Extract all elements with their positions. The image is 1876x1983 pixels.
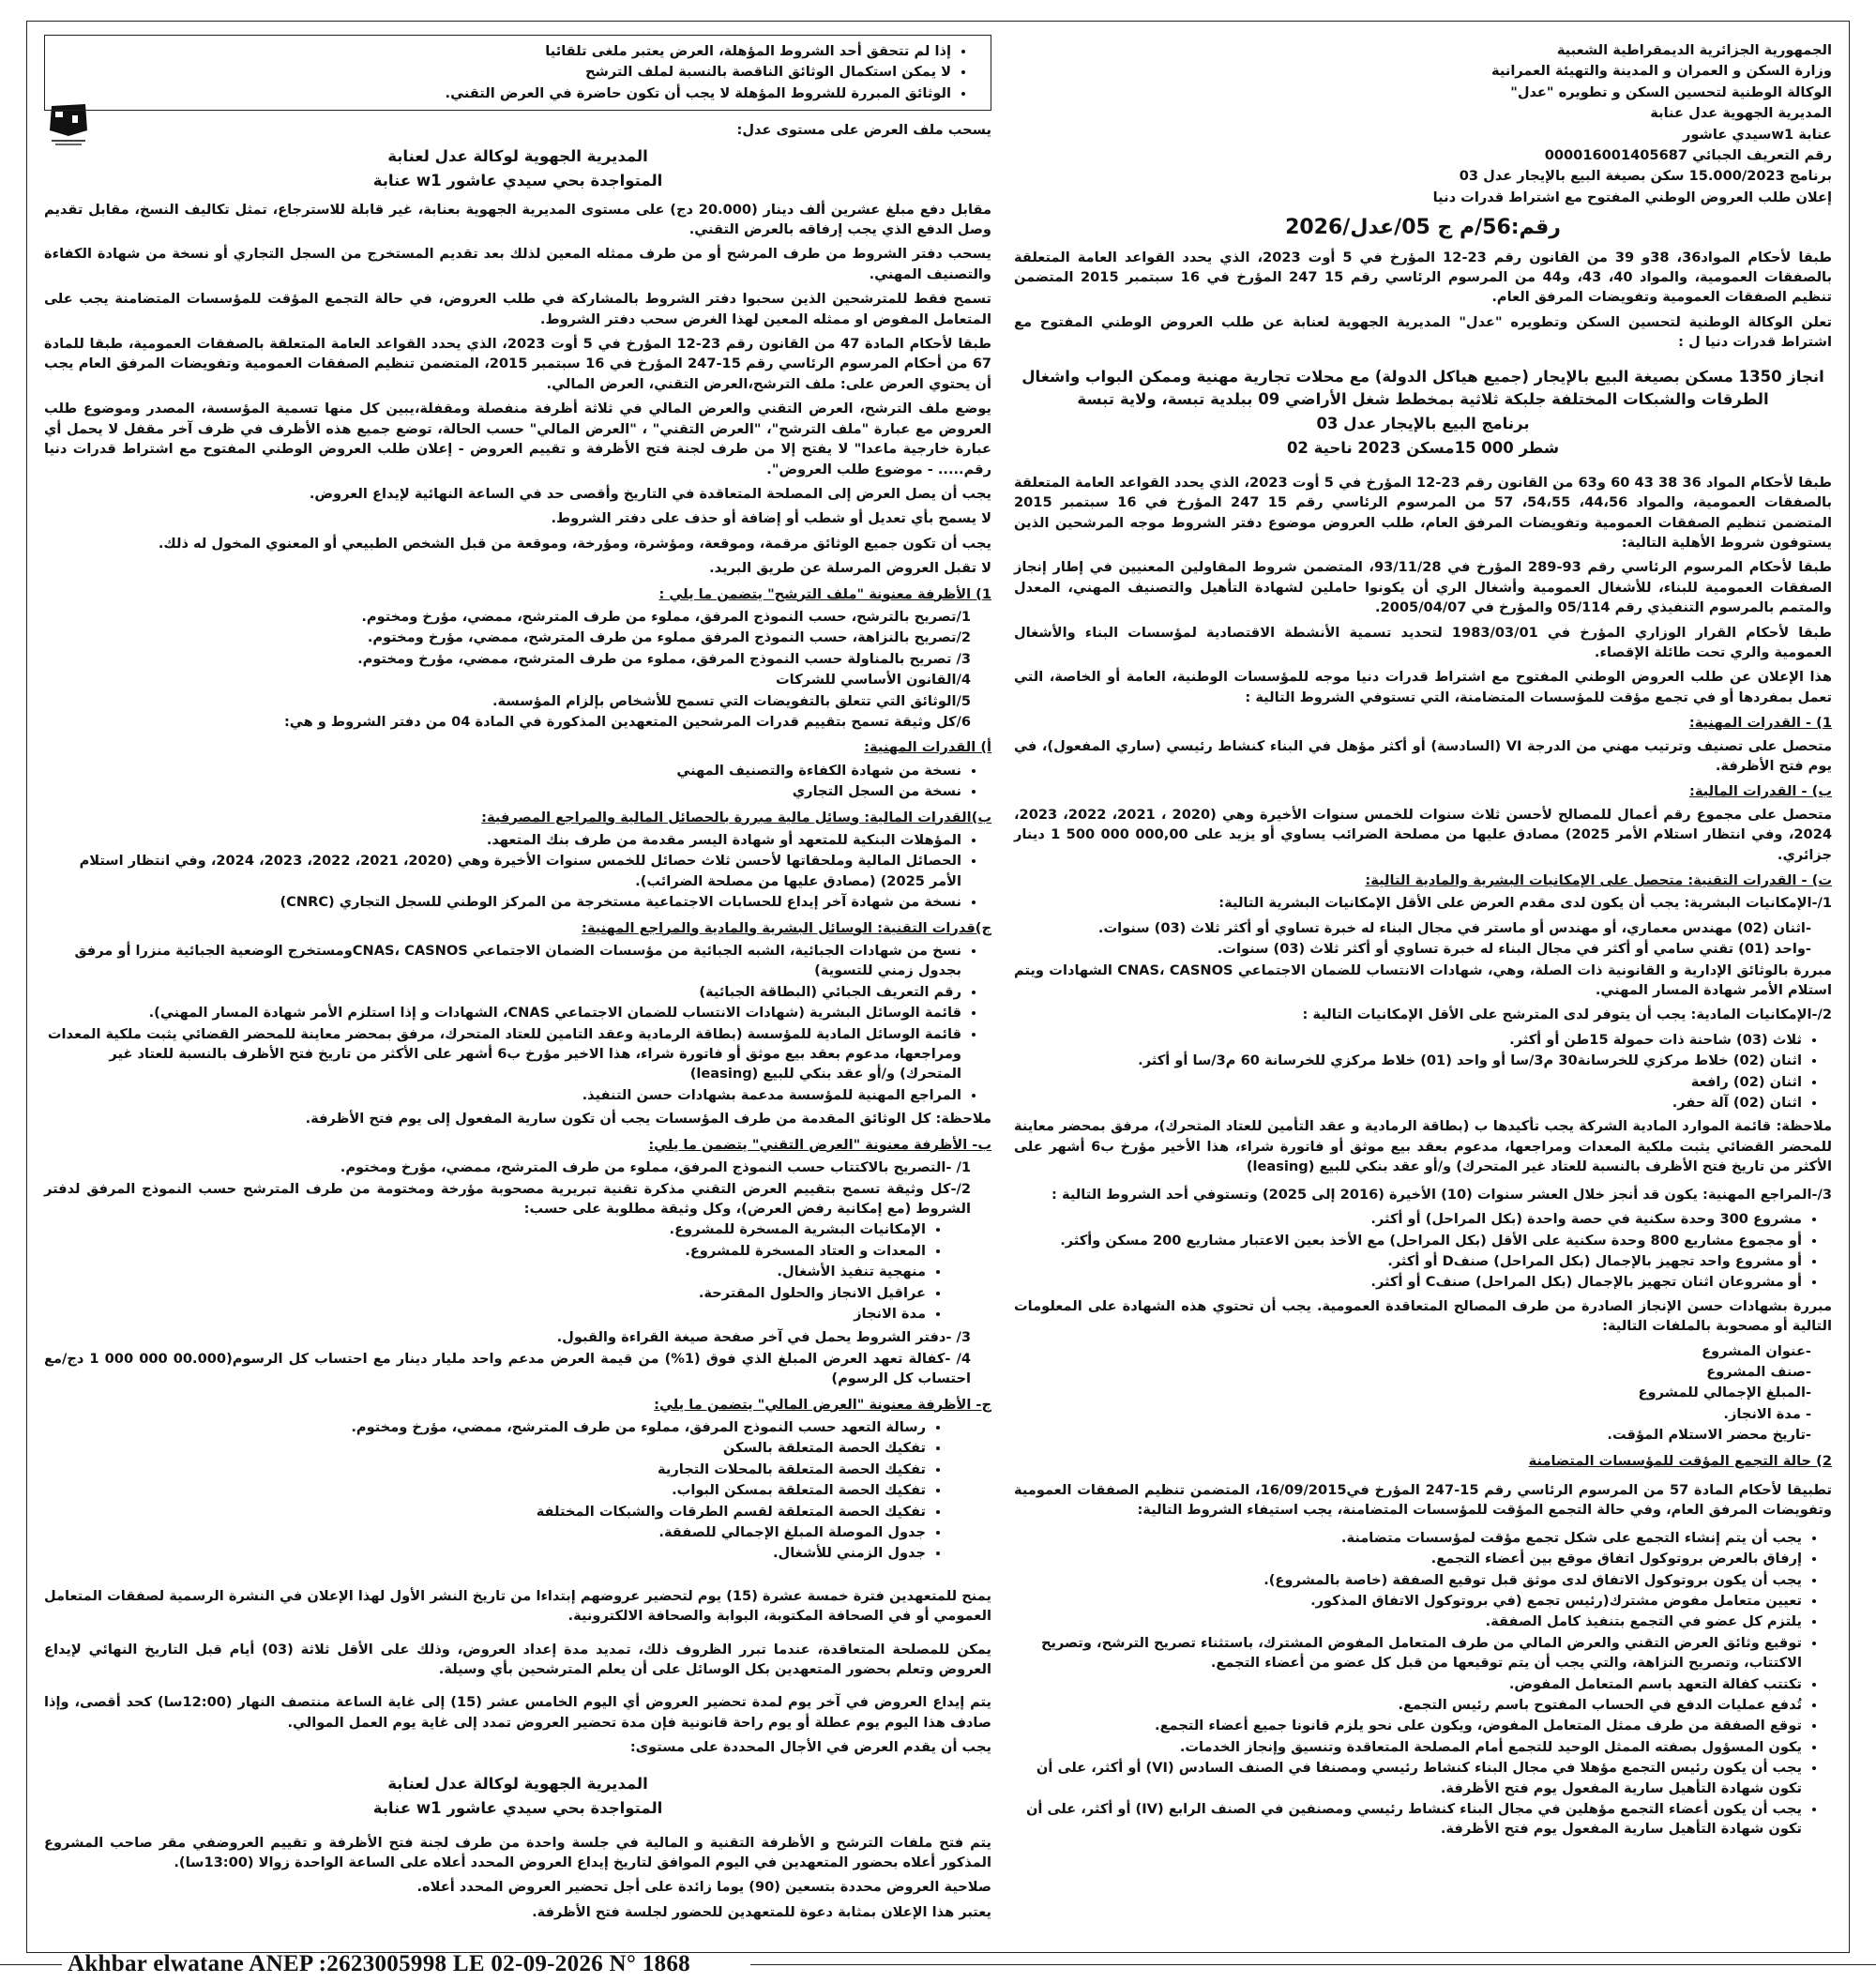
paragraph: هذا الإعلان عن طلب العروض الوطني المفتوح مع اشتراط قدرات دنيا موجه للمؤسسات الوطنية، العامة أو الخاصة، التي تعمل بمفردها أو في تجمع مؤقت للمؤسسات المتضامنة، التي تستوفي الشروط التالية : <box>1014 669 1832 705</box>
list-item: • يجب أن يتم إنشاء التجمع على شكل تجمع مؤقت لمؤسسات متضامنة. <box>1014 1528 1802 1548</box>
list-item: • نسخة من شهادة الكفاءة والتصنيف المهني <box>44 761 961 780</box>
section-title: ت) - القدرات التقنية: متحصل على الإمكانيات البشرية والمادية التالية: <box>1365 872 1832 888</box>
list-item: • أو مشروع واحد تجهيز بالإجمال (بكل المراحل) صنفD أو أكثر. <box>1014 1251 1802 1271</box>
offer-sub-list <box>44 1219 991 1324</box>
list-item: • عراقيل الانجاز والحلول المقترحة. <box>44 1283 926 1303</box>
section-title: 1) - القدرات المهنية: <box>1688 715 1832 732</box>
list-item: 5/الوثائق التي تتعلق بالتفويضات التي تسمح للأشخاص بإلزام المؤسسة. <box>492 692 971 709</box>
header-line: برنامج 15.000/2023 سكن بصيغة البيع بالإيجار عدل 03 <box>1459 168 1832 185</box>
paragraph: مقابل دفع مبلغ عشرين ألف دينار (20.000 دج) على مستوى المديرية الجهوية بعنابة، غير قابلة للاسترجاع، تمثل تكاليف النسخ، مقابل تقديم وصل الدفع الذي يجب إرفاقه بالعرض التقني. <box>44 201 991 238</box>
project-title: انجاز 1350 مسكن بصيغة البيع بالإيجار (جميع هياكل الدولة) مع محلات تجارية مهنية وممكن البواب واشغال الطرقات والشبكات المختلفة جلبكة ثلاثية بمخطط شغل الأراضي 09 ببلدية تبسة، ولاية تبسة <box>1021 367 1824 408</box>
office-address: المتواجدة بحي سيدي عاشور w1 عنابة <box>372 171 663 189</box>
reference-number: رقم:56/م ج 05/عدل/2026 <box>1285 216 1561 240</box>
paragraph: متحصل على مجموع رقم أعمال للمصالح لأحسن ثلاث سنوات للخمس سنوات الأخيرة وهي (2020 ، 2021، 2022، 2023، 2024، وفي انتظار استلام الأمر 2025) مصادق عليها من مصلحة الضرائب يساوي أو يزيد على 000,00 000 500 1 دينار جزائري. <box>1014 806 1833 863</box>
prof-list <box>44 761 991 802</box>
list-item: • إرفاق بالعرض بروتوكول اتفاق موقع بين أعضاء التجمع. <box>1014 1549 1802 1568</box>
paragraph: 2/-الإمكانيات المادية: يجب أن يتوفر لدى المترشح على الأقل الإمكانيات التالية : <box>1302 1007 1832 1023</box>
list-item: • رسالة التعهد حسب النموذج المرفق، مملوء من طرف المترشح، ممضي، مؤرخ ومختوم. <box>44 1417 926 1437</box>
list-item: • تكتتب كفالة التعهد باسم المتعامل المفوض. <box>1014 1674 1802 1694</box>
paragraph: ملاحظة: قائمة الموارد المادية الشركة يجب تأكيدها ب (بطاقة الرمادية و عقد التأمين للعتاد المتحرك)، مرفق بمحضر معاينة للمحضر القضائي يثبت ملكية المعدات ومراجعها، مدعوم بعقد بيع موثق أو فاتورة شراء، هذا الأخير مؤرخ ب6 أشهر على الأكثر من تاريخ فتح الأظرف بالنسبة للعتاد غير المتحرك) و/أو عقد بنكي للبيع (leasing) <box>1014 1118 1832 1175</box>
section-title: ب)القدرات المالية: وسائل مالية مبررة بالحصائل المالية والمراجع المصرفية: <box>481 809 991 825</box>
paragraph: متحصل على تصنيف وترتيب مهني من الدرجة VI (السادسة) أو أكثر مؤهل في البناء كنشاط رئيسي (ساري المفعول)، في يوم فتح الأظرفة. <box>1014 737 1832 774</box>
list-item: • ثلاث (03) شاحنة ذات حمولة 15طن أو أكثر. <box>1014 1030 1802 1050</box>
paragraph: طبقا لأحكام المادة 47 من القانون رقم 23-12 المؤرخ في 5 أوت 2023، الذي يحدد القواعد العامة المتعلقة بالصفقات العمومية، طبقا للمادة 67 من أحكام المرسوم الرئاسي رقم 15-247 المؤرخ في 16 سبتمبر 2015، المتضمن تنظيم الصفقات العمومية وتفويضات المرفق العام يجب أن يحتوي العرض على: ملف الترشح،العرض التقني، العرض المالي. <box>44 336 992 392</box>
footer-rule-right <box>750 1964 1876 1965</box>
paragraph: صلاحية العروض محددة بتسعين (90) يوما زائدة على أجل تحضير العروض المحدد أعلاه. <box>416 1879 991 1896</box>
list-item: • توقيع وثائق العرض التقني والعرض المالي من طرف المتعامل المفوض المشترك، باستثناء تصريح الترشح، وتصريح الاكتتاب، وتصريح النزاهة، والتي يجب أن يتم توقيعها من قبل كل عضو من أعضاء التجمع. <box>1014 1633 1802 1673</box>
paragraph: ملاحظة: كل الوثائق المقدمة من طرف المؤسسات يجب أن تكون سارية المفعول إلى يوم فتح الأظرفة. <box>305 1111 991 1128</box>
paragraph: 1/-الإمكانيات البشرية: يجب أن يكون لدى مقدم العرض على الأقل الإمكانيات البشرية التالية: <box>1218 895 1832 912</box>
paragraph: يسحب ملف العرض على مستوى عدل: <box>736 122 991 139</box>
list-item: -واحد (01) تقني سامي أو أكثر في مجال البناء له خبرة تساوي أو أكثر ثلاث (03) سنوات. <box>1217 941 1811 958</box>
list-item: 4/ -كفالة تعهد العرض المبلغ الذي فوق (1%) من قيمة العرض مدعم واحد مليار دينار مع احتساب كل الرسوم(00.000 000 000 1 دج/مع احتساب كل الرسوم) <box>44 1350 971 1387</box>
paragraph: يمنح للمتعهدين فترة خمسة عشرة (15) يوم لتحضير عروضهم إبتداءا من تاريخ النشر الأول لهذا الإعلان في النشرة الرسمية لصفقات المتعامل العمومي أو في الصحافة المكتوبة، البوابة والصحافة الالكترونية. <box>44 1587 991 1625</box>
paragraph: تعلن الوكالة الوطنية لتحسين السكن وتطويره "عدل" المديرية الجهوية لعنابة عن طلب العروض الوطني المفتوح مع اشتراط قدرات دنيا ل : <box>1014 313 1832 351</box>
list-item: • رقم التعريف الجبائي (البطاقة الجبائية) <box>44 982 961 1002</box>
list-item: • جدول الزمني للأشغال. <box>44 1543 926 1563</box>
list-item: • اثنان (02) خلاط مركزي للخرسانة30 م3/سا أو واحد (01) خلاط مركزي للخرسانة 60 م3/سا أو أكثر. <box>1014 1051 1802 1070</box>
list-item: -صنف المشروع <box>1706 1363 1811 1380</box>
list-item: -تاريخ محضر الاستلام المؤقت. <box>1607 1427 1811 1444</box>
office-name: المديرية الجهوية لوكالة عدل لعنابة <box>387 1774 648 1793</box>
tranche-title: شطر 000 15مسكن 2023 ناحية 02 <box>1286 438 1560 457</box>
paragraph: مبررة بالوثائق الإدارية و القانونية ذات الصلة، وهي، شهادات الانتساب للضمان الاجتماعي CNAS، CASNOS الشهادات ويتم استلام الأمر شهادة المسار المهني. <box>1014 961 1833 999</box>
list-item: • المؤهلات البنكية للمتعهد أو شهادة اليسر مقدمة من طرف بنك المتعهد. <box>44 830 961 850</box>
list-item: • اثنان (02) رافعة <box>1014 1072 1802 1092</box>
header-line: عنابة w1سيدي عاشور <box>1682 126 1832 143</box>
list-item: • مدة الانجاز <box>44 1304 926 1324</box>
paragraph: تسمح فقط للمترشحين الذين سحبوا دفتر الشروط بالمشاركة في طلب العروض، في حالة التجمع المؤقت للمؤسسات المتضامنة يجب على المتعامل المفوض او ممثله المعين لهذا الغرض سحب دفتر الشروط. <box>44 291 991 327</box>
list-item: 6/كل وثيقة تسمح بتقييم قدرات المرشحين المتعهدين المذكورة في المادة 04 من دفتر الشروط و هي: <box>283 713 971 730</box>
list-item: • نسخة من شهادة آخر إيداع للحسابات الاجتماعية مستخرجة من المركز الوطني للسجل التجاري (CNRC) <box>44 892 961 912</box>
header-line: وزارة السكن و العمران و المدينة والتهيئة العمرانية <box>1491 63 1832 80</box>
list-item: 1/ -التصريح بالاكتتاب حسب النموذج المرفق، مملوء من طرف المترشح، ممضي، مؤرخ ومختوم. <box>340 1159 971 1176</box>
paragraph: لا يسمح بأي تعديل أو شطب أو إضافة أو حذف على دفتر الشروط. <box>551 510 991 527</box>
list-item: • يجب أن يكون رئيس التجمع مؤهلا في مجال البناء كنشاط رئيسي ومصنفا في الصنف السادس (VI) أو أكثر، على أن تكون شهادة التأهيل سارية المفعول يوم فتح الأظرفة. <box>1014 1758 1802 1798</box>
fin-envelope-list <box>44 1417 991 1564</box>
list-item: • اثنان (02) آلة حفر. <box>1014 1093 1802 1113</box>
program-title: برنامج البيع بالإيجار عدل 03 <box>1316 414 1530 432</box>
fin-list <box>44 830 991 913</box>
list-item: • المراجع المهنية للمؤسسة مدعمة بشهادات حسن التنفيذ. <box>44 1085 961 1105</box>
references-list <box>1014 1209 1832 1293</box>
list-item: • أو مجموع مشاريع 800 وحدة سكنية على الأقل (بكل المراحل) مع الأخذ بعين الاعتبار مشاريع 200 مسكن وأكثر. <box>1014 1231 1802 1250</box>
list-item: • تفكيك الحصة المتعلقة لقسم الطرقات والشبكات المختلفة <box>44 1502 926 1521</box>
list-item: 2/تصريح بالنزاهة، حسب النموذج المرفق مملوء من طرف المترشح، ممضي، مؤرخ ومختوم. <box>367 629 971 646</box>
publication-footer: Akhbar elwatane ANEP :2623005998 LE 02-09-2026 N° 1868 <box>68 1951 690 1976</box>
list-item: • نسخة من السجل التجاري <box>44 781 961 801</box>
list-item: 1/تصريح بالترشح، حسب النموذج المرفق، مملوء من طرف المترشح، ممضي، مؤرخ ومختوم. <box>361 608 971 625</box>
list-item: • توقع الصفقة من طرف ممثل المتعامل المفوض، ويكون على نحو يلزم قانونا جميع أعضاء التجمع. <box>1014 1716 1802 1735</box>
list-item: • جدول الموصلة المبلغ الإجمالي للصفقة. <box>44 1522 926 1542</box>
list-item: 3/ تصريح بالمناولة حسب النموذج المرفق، مملوء من طرف المترشح، ممضي، مؤرخ ومختوم. <box>357 650 971 667</box>
section-title: أ) القدرات المهنية: <box>864 739 991 756</box>
paragraph: يجب أن يصل العرض إلى المصلحة المتعاقدة في التاريخ وأقصى حد في الساعة النهائية لإيداع العروض. <box>309 485 991 502</box>
list-item: - مدة الانجاز. <box>1723 1405 1811 1422</box>
list-item: • الوثائق المبررة للشروط المؤهلة لا يجب أن تكون حاضرة في العرض التقني. <box>54 83 951 103</box>
right-column <box>1014 35 1832 1907</box>
list-item: • يلتزم كل عضو في التجمع بتنفيذ كامل الصفقة. <box>1014 1612 1802 1631</box>
paragraph: 3/-المراجع المهنية: يكون قد أنجز خلال العشر سنوات (10) الأخيرة (2016 إلى 2025) وتستوفي أحد الشروط التالية : <box>1051 1186 1832 1203</box>
list-item: -اثنان (02) مهندس معماري، أو مهندس أو ماستر في مجال البناء له خبرة تساوي أو أكثر ثلاث (03) سنوات. <box>1097 919 1811 936</box>
paragraph: يمكن للمصلحة المتعاقدة، عندما تبرر الظروف ذلك، تمديد مدة إعداد العروض، وذلك على الأقل ثلاثة (03) أيام قبل التاريخ النهائي لإيداع العروض وتعلم بحضور المتعهدين بكل الوسائل على أن يعلم المترشحين بأي وسيلة. <box>44 1641 992 1678</box>
paragraph: تطبيقا لأحكام المادة 57 من المرسوم الرئاسي رقم 15-247 المؤرخ في16/09/2015، المتضمن تنظيم الصفقات العمومية وتفويضات المرفق العام، وفي حالة التجمع المؤقت للمؤسسات المتضامنة، يجب استيفاء الشروط التالية: <box>1014 1481 1832 1519</box>
document-header <box>1014 40 1832 208</box>
section-title: ج)قدرات التقنية: الوسائل البشرية والمادية والمراجع المهنية: <box>582 919 991 936</box>
list-item: • المعدات و العتاد المسخرة للمشروع. <box>44 1241 926 1261</box>
section-title: 2) حالة التجمع المؤقت للمؤسسات المتضامنة <box>1528 1452 1832 1469</box>
warning-box <box>44 35 991 111</box>
footer-rule-left <box>0 1964 62 1965</box>
list-item: • منهجية تنفيذ الأشغال. <box>44 1262 926 1281</box>
tech-list <box>44 941 991 1105</box>
header-line: رقم التعريف الجبائي 000016001405687 <box>1544 147 1832 164</box>
header-line: الوكالة الوطنية لتحسين السكن و تطويره "عدل" <box>1510 83 1832 100</box>
list-item: • إذا لم تتحقق أحد الشروط المؤهلة، العرض يعتبر ملغى تلقائيا <box>54 41 951 61</box>
paragraph: يتم إيداع العروض في آخر يوم لمدة تحضير العروض أي اليوم الخامس عشر (15) إلى غاية الساعة منتصف النهار (12:00سا) كحد أقصى، وإذا صادف هذا اليوم يوم عطلة أو يوم راحة قانونية فإن مدة تحضير العروض تمدد إلى غاية يوم العمل الموالي. <box>44 1694 991 1731</box>
section-title: ج- الأظرفة معنونة "العرض المالي" يتضمن ما يلي: <box>654 1396 991 1413</box>
list-item: • تعيين متعامل مفوض مشترك(رئيس تجمع (في بروتوكول الاتفاق المذكور. <box>1014 1591 1802 1611</box>
list-item: -عنوان المشروع <box>1702 1342 1811 1359</box>
paragraph: يعتبر هذا الإعلان بمثابة دعوة للمتعهدين للحضور لجلسة فتح الأظرفة. <box>532 1903 991 1920</box>
paragraph: يتم فتح ملفات الترشح و الأظرفة التقنية و المالية في جلسة واحدة من طرف لجنة فتح الأظرفة و تقييم العروضفي مقر صاحب المشروع المذكور أعلاه بحضور المتعهدين في اليوم الموافق لتاريخ إيداع العروض المحدد أعلاه على الساعة الواحدة زوالا (13:00سا). <box>44 1834 991 1871</box>
list-item: • نسخ من شهادات الجبائية، الشبه الجبائية من مؤسسات الضمان الاجتماعي CNAS، CASNOSومستخرج الوضعية الجبائية منزرا أو مرفق بجدول زمني للتسوية) <box>44 941 961 981</box>
section-title: 1) الأظرفة معنونة "ملف الترشح" يتضمن ما يلي : <box>658 585 991 602</box>
left-column <box>44 35 992 1920</box>
list-item: • يجب أن يكون بروتوكول الاتفاق لدى موثق قبل توقيع الصفقة (خاصة بالمشروع). <box>1014 1570 1802 1590</box>
newspaper-page <box>26 21 1850 1953</box>
list-item: • لا يمكن استكمال الوثائق الناقصة بالنسبة لملف الترشح <box>54 62 951 82</box>
paragraph: طبقا لأحكام المواد36، 38و 39 من القانون رقم 23-12 المؤرخ في 5 أوت 2023، الذي يحدد القواعد العامة المتعلقة بالصفقات العمومية، والمواد 40، 43، و44 من المرسوم الرئاسي رقم 15 247 المؤرخ في 16 سبتمبر 2015 المتضمن تنظيم الصفقات العمومية وتفويضات المرفق العام. <box>1014 249 1833 306</box>
paragraph: طبقا لأحكام المواد 36 38 43 60 و63 من القانون رقم 23-12 المؤرخ في 5 أوت 2023، الذي يحدد القواعد العامة المتعلقة بالصفقات العمومية، والمواد 44،56، 54،55، 57 من المرسوم الرئاسي رقم 15 247 المؤرخ في 16 سبتمبر 2015 المتضمن تنظيم الصفقات العمومية وتفويضات المرفق العام، طلب العروض موضوع دفتر الشروط موجه المرشحين الذين يستوفون شروط الأهلية التالية: <box>1014 474 1833 551</box>
paragraph: طبقا لأحكام المرسوم الرئاسي رقم 93-289 المؤرخ في 93/11/28، المتضمن شروط المقاولين المعنيين في إطار إنجاز الصفقات العمومية للبناء، للأشغال العمومية وأشغال الري أن يكونوا حاملين لشهادة التأهيل والتصنيف المهني، المعدل والمتمم بالمرسوم التنفيذي رقم 05/114 والمؤرخ في 2005/04/07. <box>1014 559 1832 616</box>
list-item: • قائمة الوسائل المادية للمؤسسة (بطاقة الرمادية وعقد التامين للعتاد المتحرك، مرفق بمحضر معاينة للمحضر القضائي يثبت ملكية المعدات ومراجعها، مدعوم بعقد بيع موثق أو فاتورة شراء، هذا الاخير مؤرخ ب6 أشهر على الأكثر من تاريخ فتح الأظرف بالنسبة للعتاد غير المتحرك) و/أو عقد بنكي للبيع (leasing) <box>44 1024 961 1084</box>
paragraph: طبقا لأحكام القرار الوزاري المؤرخ في 1983/03/01 لتحديد تسمية الأنشطة الاقتصادية لمؤسسات البناء والأشغال العمومية والري تحت طائلة الإقصاء. <box>1014 624 1832 660</box>
paragraph: يجب أن تكون جميع الوثائق مرقمة، وموقعة، ومؤشرة، ومؤرخة، وموقعة من قبل الشخص الطبيعي أو المعنوي المخول له ذلك. <box>158 535 991 552</box>
list-item: • تُدفع عمليات الدفع في الحساب المفتوح باسم رئيس التجمع. <box>1014 1695 1802 1715</box>
list-item: • تفكيك الحصة المتعلقة بمسكن البواب. <box>44 1480 926 1500</box>
list-item: • يجب أن يكون أعضاء التجمع مؤهلين في مجال البناء كنشاط رئيسي ومصنفين في الصنف الرابع (IV) أو أكثر، على أن تكون شهادة التأهيل سارية المفعول يوم فتح الأظرفة. <box>1014 1799 1802 1839</box>
list-item: -المبلغ الإجمالي للمشروع <box>1638 1385 1811 1401</box>
paragraph: لا تقبل العروض المرسلة عن طريق البريد. <box>709 560 991 577</box>
section-title: ب) - القدرات المالية: <box>1689 783 1832 800</box>
section-title: ب- الأظرفة معنونة "العرض التقني" يتضمن ما يلي: <box>648 1136 991 1153</box>
header-line: الجمهورية الجزائرية الديمقراطية الشعبية <box>1556 42 1832 58</box>
paragraph: يسحب دفتر الشروط من طرف المرشح أو من طرف ممثله المعين لذلك بعد تقديم المستخرج من السجل التجاري أو نسخة من شهادة الكفاءة والتصنيف المهني. <box>44 246 991 282</box>
office-name: المديرية الجهوية لوكالة عدل لعنابة <box>387 146 648 165</box>
list-item: 2/-كل وثيقة تسمح بتقييم العرض التقني مذكرة تقنية تبريرية مصحوبة مؤرخة ومختومة من طرف المترشح حسب النموذج المرفق لدفتر الشروط (مع إمكانية رفض العرض)، وكل وثيقة مطلوبة على حسب: <box>44 1180 971 1217</box>
paragraph: يجب أن يقدم العرض في الأجال المحددة على مستوى: <box>629 1739 991 1756</box>
list-item: • قائمة الوسائل البشرية (شهادات الانتساب للضمان الاجتماعي CNAS، الشهادات و إذا استلزم الأمر شهادة المسار المهني). <box>44 1003 961 1022</box>
list-item: • تفكيك الحصة المتعلقة بالسكن <box>44 1438 926 1458</box>
list-item: • أو مشروعان اثنان تجهيز بالإجمال (بكل المراحل) صنفC أو أكثر. <box>1014 1272 1802 1292</box>
list-item: • يكون المسؤول بصفته الممثل الوحيد للتجمع أمام المصلحة المتعاقدة وتنسيق وإنجاز الخدمات. <box>1014 1737 1802 1757</box>
header-line: إعلان طلب العروض الوطني المفتوح مع اشتراط قدرات دنيا <box>1432 189 1832 205</box>
material-list <box>1014 1030 1832 1113</box>
list-item: • الحصائل المالية وملحقاتها لأحسن ثلاث حصائل للخمس سنوات الأخيرة وهي (2020، 2021، 2022، 2023، 2024، وفي انتظار استلام الأمر 2025) (مصادق عليها من مصلحة الضرائب). <box>44 851 961 891</box>
office-address: المتواجدة بحي سيدي عاشور w1 عنابة <box>372 1798 663 1817</box>
list-item: 4/القانون الأساسي للشركات <box>775 672 971 689</box>
list-item: • مشروع 300 وحدة سكنية في حصة واحدة (بكل المراحل) أو أكثر. <box>1014 1209 1802 1229</box>
list-item: 3/ -دفتر الشروط يحمل في آخر صفحة صيغة القراءة والقبول. <box>556 1329 971 1346</box>
list-item: • تفكيك الحصة المتعلقة بالمحلات التجارية <box>44 1460 926 1479</box>
header-line: المديرية الجهوية عدل عنابة <box>1650 105 1832 122</box>
paragraph: يوضع ملف الترشح، العرض التقني والعرض المالي في ثلاثة أظرفة منفصلة ومقفلة،يبين كل منها تسمية المؤسسة، المصدر وموضوع طلب العروض مع عبارة "ملف الترشح"، "العرض التقني" ، "العرض المالي" حسب الحالة، توضع جميع هذه الأظرف في ظرف آخر مقفل لا يحمل أي عبارة خارجية ماعدا" لا يفتح إلا من طرف لجنة فتح الأظرفة و تقييم العروض - إعلان طلب العروض الوطني المفتوح مع اشتراط قدرات دنيا رقم..... - موضوع طلب العروض". <box>44 401 991 477</box>
paragraph: مبررة بشهادات حسن الإنجاز الصادرة من طرف المصالح المتعاقدة العمومية. يجب أن تحتوي هذه الشهادة على المعلومات التالية أو مصحوبة بالملفات التالية: <box>1014 1297 1832 1335</box>
list-item: • الإمكانيات البشرية المسخرة للمشروع. <box>44 1219 926 1239</box>
group-conditions-list <box>1014 1528 1832 1839</box>
